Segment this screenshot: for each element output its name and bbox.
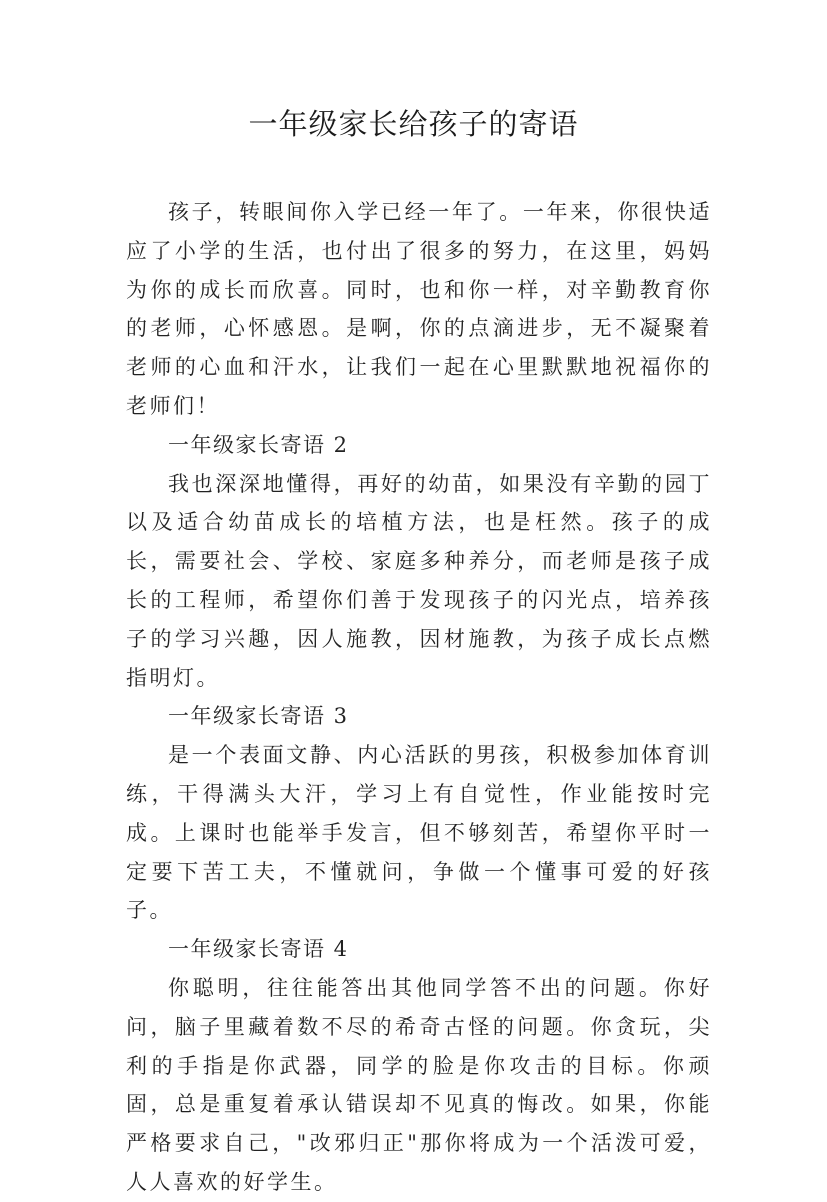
section-heading-4: 一年级家长寄语 4: [168, 937, 349, 962]
paragraph-section-2: 我也深深地懂得，再好的幼苗，如果没有辛勤的园丁以及适合幼苗成长的培植方法，也是枉然。孩子的成长，需要社会、学校、家庭多种养分，而老师是孩子成长的工程师，希望你们善于发现孩子的闪光点，培养孩子的学习兴趣，因人施教，因材施教，为孩子成长点燃指明灯。: [126, 471, 712, 690]
paragraph-section-3: 是一个表面文静、内心活跃的男孩，积极参加体育训练，干得满头大汗，学习上有自觉性，作业能按时完成。上课时也能举手发言，但不够刻苦，希望你平时一定要下苦工夫，不懂就问，争做一个懂事可爱的好孩子。: [126, 743, 712, 923]
document-title: 一年级家长给孩子的寄语: [248, 107, 579, 141]
section-heading-2: 一年级家长寄语 2: [168, 432, 349, 457]
paragraph-section-4: 你聪明，往往能答出其他同学答不出的问题。你好问，脑子里藏着数不尽的希奇古怪的问题。你贪玩，尖利的手指是你武器，同学的脸是你攻击的目标。你顽固，总是重复着承认错误却不见真的悔改。如果，你能严格要求自己，"改邪归正"那你将成为一个活泼可爱，人人喜欢的好学生。: [126, 975, 712, 1194]
section-heading-3: 一年级家长寄语 3: [168, 704, 349, 729]
document-body: [126, 193, 712, 1202]
paragraph-intro: 孩子，转眼间你入学已经一年了。一年来，你很快适应了小学的生活，也付出了很多的努力，在这里，妈妈为你的成长而欣喜。同时，也和你一样，对辛勤教育你的老师，心怀感恩。是啊，你的点滴进步，无不凝聚着老师的心血和汗水，让我们一起在心里默默地祝福你的老师们！: [126, 200, 712, 418]
